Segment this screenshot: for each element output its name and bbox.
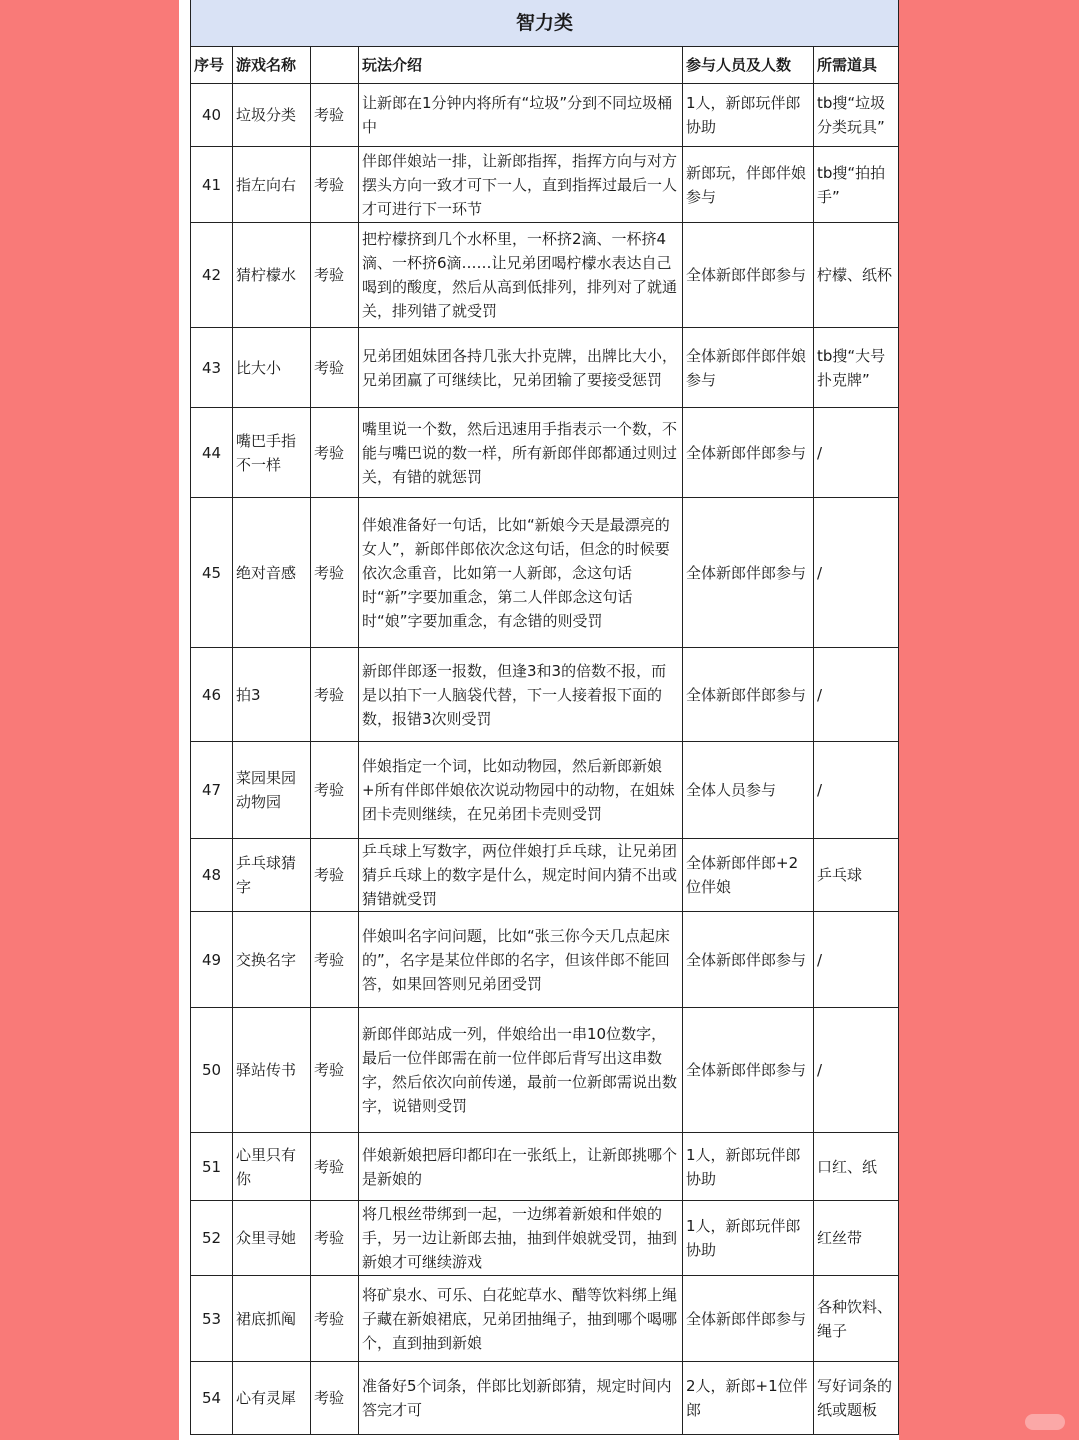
row-type: 考验 bbox=[311, 1201, 359, 1276]
table-title: 智力类 bbox=[191, 0, 899, 47]
row-props: / bbox=[814, 408, 899, 498]
header-props: 所需道具 bbox=[814, 47, 899, 84]
row-no: 42 bbox=[191, 223, 233, 328]
table-row bbox=[191, 1008, 899, 1133]
row-no: 44 bbox=[191, 408, 233, 498]
row-desc: 新郎伴郎逐一报数，但逢3和3的倍数不报，而是以拍下一人脑袋代替，下一人接着报下面的数，报错3次则受罚 bbox=[359, 648, 683, 742]
row-props: / bbox=[814, 498, 899, 648]
row-name: 交换名字 bbox=[233, 912, 311, 1008]
row-props: 乒乓球 bbox=[814, 839, 899, 912]
row-type: 考验 bbox=[311, 742, 359, 839]
table-row bbox=[191, 742, 899, 839]
row-people: 全体新郎伴郎伴娘参与 bbox=[683, 328, 814, 408]
row-no: 40 bbox=[191, 84, 233, 147]
row-no: 51 bbox=[191, 1133, 233, 1201]
header-desc: 玩法介绍 bbox=[359, 47, 683, 84]
table-row bbox=[191, 84, 899, 147]
row-desc: 兄弟团姐妹团各持几张大扑克牌，出牌比大小，兄弟团赢了可继续比，兄弟团输了要接受惩罚 bbox=[359, 328, 683, 408]
row-name: 绝对音感 bbox=[233, 498, 311, 648]
row-type: 考验 bbox=[311, 408, 359, 498]
table-row bbox=[191, 1133, 899, 1201]
row-type: 考验 bbox=[311, 1133, 359, 1201]
row-people: 1人，新郎玩伴郎协助 bbox=[683, 84, 814, 147]
row-name: 心里只有你 bbox=[233, 1133, 311, 1201]
row-name: 心有灵犀 bbox=[233, 1362, 311, 1435]
row-no: 43 bbox=[191, 328, 233, 408]
row-desc: 伴郎伴娘站一排，让新郎指挥，指挥方向与对方摆头方向一致才可下一人，直到指挥过最后一人才可进行下一环节 bbox=[359, 147, 683, 223]
row-type: 考验 bbox=[311, 498, 359, 648]
row-props: 写好词条的纸或题板 bbox=[814, 1362, 899, 1435]
row-props: / bbox=[814, 912, 899, 1008]
row-no: 48 bbox=[191, 839, 233, 912]
row-props: tb搜“垃圾分类玩具” bbox=[814, 84, 899, 147]
watermark-badge bbox=[1025, 1414, 1065, 1430]
row-no: 53 bbox=[191, 1276, 233, 1362]
row-desc: 准备好5个词条，伴郎比划新郎猜，规定时间内答完才可 bbox=[359, 1362, 683, 1435]
row-people: 全体新郎伴郎参与 bbox=[683, 408, 814, 498]
row-name: 指左向右 bbox=[233, 147, 311, 223]
table-row bbox=[191, 648, 899, 742]
table-row bbox=[191, 1362, 899, 1435]
row-type: 考验 bbox=[311, 648, 359, 742]
row-desc: 新郎伴郎站成一列，伴娘给出一串10位数字，最后一位伴郎需在前一位伴郎后背写出这串数字，然后依次向前传递，最前一位新郎需说出数字，说错则受罚 bbox=[359, 1008, 683, 1133]
row-people: 1人，新郎玩伴郎协助 bbox=[683, 1133, 814, 1201]
row-people: 全体新郎伴郎参与 bbox=[683, 498, 814, 648]
row-name: 众里寻她 bbox=[233, 1201, 311, 1276]
row-type: 考验 bbox=[311, 1008, 359, 1133]
row-name: 菜园果园动物园 bbox=[233, 742, 311, 839]
row-props: 柠檬、纸杯 bbox=[814, 223, 899, 328]
row-no: 47 bbox=[191, 742, 233, 839]
row-people: 全体新郎伴郎参与 bbox=[683, 1276, 814, 1362]
row-people: 1人，新郎玩伴郎协助 bbox=[683, 1201, 814, 1276]
game-table bbox=[190, 0, 899, 1435]
row-desc: 伴娘准备好一句话，比如“新娘今天是最漂亮的女人”，新郎伴郎依次念这句话，但念的时候要依次念重音，比如第一人新郎，念这句话时“新”字要加重念，第二人伴郎念这句话时“娘”字要加重念，有念错的则受罚 bbox=[359, 498, 683, 648]
row-people: 全体新郎伴郎参与 bbox=[683, 912, 814, 1008]
row-desc: 伴娘叫名字问问题，比如“张三你今天几点起床的”，名字是某位伴郎的名字，但该伴郎不能回答，如果回答则兄弟团受罚 bbox=[359, 912, 683, 1008]
document-page bbox=[179, 0, 899, 1440]
table-row bbox=[191, 223, 899, 328]
row-no: 45 bbox=[191, 498, 233, 648]
row-people: 全体人员参与 bbox=[683, 742, 814, 839]
header-type bbox=[311, 47, 359, 84]
row-type: 考验 bbox=[311, 147, 359, 223]
row-desc: 伴娘新娘把唇印都印在一张纸上，让新郎挑哪个是新娘的 bbox=[359, 1133, 683, 1201]
header-people: 参与人员及人数 bbox=[683, 47, 814, 84]
row-type: 考验 bbox=[311, 912, 359, 1008]
table-row bbox=[191, 912, 899, 1008]
row-no: 41 bbox=[191, 147, 233, 223]
row-desc: 将矿泉水、可乐、白花蛇草水、醋等饮料绑上绳子藏在新娘裙底，兄弟团抽绳子，抽到哪个喝哪个，直到抽到新娘 bbox=[359, 1276, 683, 1362]
row-no: 46 bbox=[191, 648, 233, 742]
table-row bbox=[191, 1201, 899, 1276]
row-name: 垃圾分类 bbox=[233, 84, 311, 147]
row-desc: 伴娘指定一个词，比如动物园，然后新郎新娘+所有伴郎伴娘依次说动物园中的动物，在姐妹团卡壳则继续，在兄弟团卡壳则受罚 bbox=[359, 742, 683, 839]
row-type: 考验 bbox=[311, 223, 359, 328]
header-no: 序号 bbox=[191, 47, 233, 84]
row-desc: 将几根丝带绑到一起，一边绑着新娘和伴娘的手，另一边让新郎去抽，抽到伴娘就受罚，抽到新娘才可继续游戏 bbox=[359, 1201, 683, 1276]
row-no: 54 bbox=[191, 1362, 233, 1435]
row-name: 驿站传书 bbox=[233, 1008, 311, 1133]
row-desc: 让新郎在1分钟内将所有“垃圾”分到不同垃圾桶中 bbox=[359, 84, 683, 147]
row-name: 拍3 bbox=[233, 648, 311, 742]
row-props: 红丝带 bbox=[814, 1201, 899, 1276]
table-row bbox=[191, 1276, 899, 1362]
row-type: 考验 bbox=[311, 1362, 359, 1435]
row-type: 考验 bbox=[311, 1276, 359, 1362]
row-people: 全体新郎伴郎参与 bbox=[683, 223, 814, 328]
table-row bbox=[191, 839, 899, 912]
row-props: 各种饮料、绳子 bbox=[814, 1276, 899, 1362]
row-people: 新郎玩，伴郎伴娘参与 bbox=[683, 147, 814, 223]
table-row bbox=[191, 147, 899, 223]
row-name: 嘴巴手指不一样 bbox=[233, 408, 311, 498]
row-people: 全体新郎伴郎参与 bbox=[683, 648, 814, 742]
row-type: 考验 bbox=[311, 328, 359, 408]
row-props: / bbox=[814, 742, 899, 839]
row-name: 比大小 bbox=[233, 328, 311, 408]
row-props: / bbox=[814, 1008, 899, 1133]
row-props: tb搜“拍拍手” bbox=[814, 147, 899, 223]
row-people: 2人，新郎+1位伴郎 bbox=[683, 1362, 814, 1435]
row-type: 考验 bbox=[311, 84, 359, 147]
row-no: 50 bbox=[191, 1008, 233, 1133]
row-no: 52 bbox=[191, 1201, 233, 1276]
table-row bbox=[191, 498, 899, 648]
row-props: / bbox=[814, 648, 899, 742]
row-desc: 乒乓球上写数字，两位伴娘打乒乓球，让兄弟团猜乒乓球上的数字是什么，规定时间内猜不出或猜错就受罚 bbox=[359, 839, 683, 912]
row-name: 裙底抓阄 bbox=[233, 1276, 311, 1362]
row-people: 全体新郎伴郎+2位伴娘 bbox=[683, 839, 814, 912]
row-name: 乒乓球猜字 bbox=[233, 839, 311, 912]
row-desc: 嘴里说一个数，然后迅速用手指表示一个数，不能与嘴巴说的数一样，所有新郎伴郎都通过则过关，有错的就惩罚 bbox=[359, 408, 683, 498]
row-desc: 把柠檬挤到几个水杯里，一杯挤2滴、一杯挤4滴、一杯挤6滴……让兄弟团喝柠檬水表达自己喝到的酸度，然后从高到低排列，排列对了就通关，排列错了就受罚 bbox=[359, 223, 683, 328]
row-props: 口红、纸 bbox=[814, 1133, 899, 1201]
table-row bbox=[191, 328, 899, 408]
row-people: 全体新郎伴郎参与 bbox=[683, 1008, 814, 1133]
row-no: 49 bbox=[191, 912, 233, 1008]
row-props: tb搜“大号扑克牌” bbox=[814, 328, 899, 408]
table-header-row bbox=[191, 47, 899, 84]
table-row bbox=[191, 408, 899, 498]
header-name: 游戏名称 bbox=[233, 47, 311, 84]
row-type: 考验 bbox=[311, 839, 359, 912]
row-name: 猜柠檬水 bbox=[233, 223, 311, 328]
